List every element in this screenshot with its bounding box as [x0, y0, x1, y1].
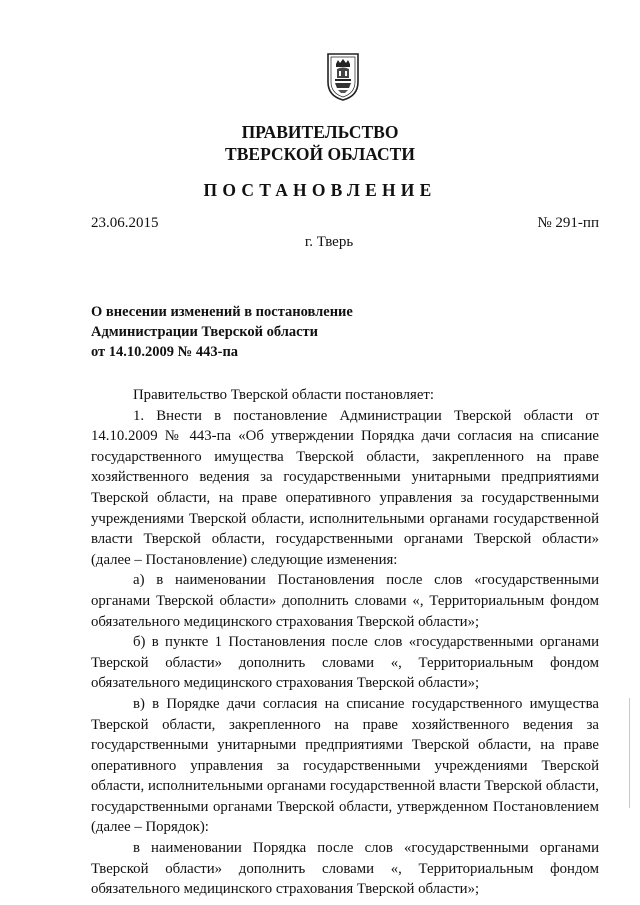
subject-line: Администрации Тверской области [91, 324, 319, 340]
body-paragraph: в наименовании Порядка после слов «государственными органами Тверской области» дополнить словами «, Территориальным фондом обязательного медицинского страхования Тверской области»; [91, 840, 599, 898]
coat-of-arms-icon [326, 52, 360, 102]
scan-edge-divider [629, 698, 630, 808]
government-region: ТВЕРСКОЙ ОБЛАСТИ [225, 144, 415, 164]
body-paragraph: 1. Внести в постановление Администрации Тверской области от 14.10.2009 № 443-па «Об утверждении Порядка дачи согласия на списание государственного имущества Тверской области, закрепленного на праве хозяйственного ведения за государственными унитарными предприятиями Тверской области, на праве оперативного управления за государственными учреждениями Тверской области, исполнительными органами государственной власти Тверской области, государственными органами Тверской области» (далее – Постановление) следующие изменения: [91, 407, 599, 568]
body-paragraph: Правительство Тверской области постановляет: [133, 387, 435, 403]
document-city: г. Тверь [304, 234, 354, 250]
body-paragraph: а) в наименовании Постановления после слов «государственными органами Тверской области» дополнить словами «, Территориальным фондом обязательного медицинского страхования Тверской области»; [91, 572, 599, 630]
document-number: № 291-пп [537, 215, 599, 231]
document-body [91, 385, 599, 900]
document-subject [91, 302, 353, 362]
subject-line: от 14.10.2009 № 443-па [91, 344, 239, 360]
government-title: ПРАВИТЕЛЬСТВО [241, 122, 399, 142]
document-type: ПОСТАНОВЛЕНИЕ [203, 180, 437, 200]
subject-line: О внесении изменений в постановление [91, 304, 353, 320]
body-paragraph: в) в Порядке дачи согласия на списание государственного имущества Тверской области, закрепленного на праве хозяйственного ведения за государственными унитарными предприятиями Тверской области, на праве оперативного управления за государственными учреждениями Тверской области, исполнительными органами государственной власти Тверской области, государственными органами Тверской области, утвержденном Постановлением (далее – Порядок): [91, 695, 599, 836]
document-date: 23.06.2015 [91, 215, 159, 231]
body-paragraph: б) в пункте 1 Постановления после слов «государственными органами Тверской области» дополнить словами «, Территориальным фондом обязательного медицинского страхования Тверской области»; [91, 634, 599, 692]
